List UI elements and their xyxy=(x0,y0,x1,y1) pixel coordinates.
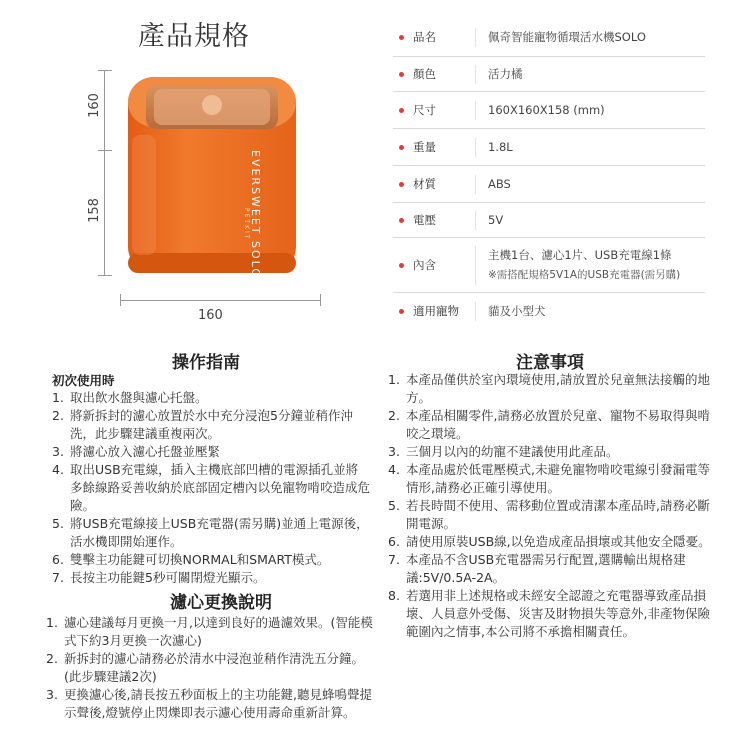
spec-row: 顏色 活力橘 xyxy=(393,57,705,92)
list-item: 6. 請使用原裝USB線,以免造成產品損壞或其他安全隱憂。 xyxy=(388,534,711,549)
operation-subtitle: 初次使用時 xyxy=(52,373,115,388)
list-item: 7. 長按主功能鍵5秒可關閉燈光顯示。 xyxy=(52,570,266,585)
list-item: 3. 更換濾心後,請長按五秒面板上的主功能鍵,聽見蜂鳴聲提示聲後,燈號停止閃爍即表示濾心使用壽命重新計算。 xyxy=(46,687,372,720)
list-item: 3. 將濾心放入濾心托盤並壓緊 xyxy=(52,444,221,459)
spec-row: 電壓 5V xyxy=(393,203,705,238)
spec-row: 尺寸 160X160X158 (mm) xyxy=(393,92,705,129)
bullet-dot xyxy=(399,145,404,150)
list-item: 7. 本產品不含USB充電器需另行配置,選購輸出規格建議:5V/0.5A-2A。 xyxy=(388,552,686,585)
list-item: 1. 取出飲水盤與濾心托盤。 xyxy=(52,390,208,405)
dimension-width: 160 xyxy=(198,308,223,323)
list-item: 2. 本產品相關零件,請務必放置於兒童、寵物不易取得與啃咬之環境。 xyxy=(388,408,710,441)
list-item: 6. 雙擊主功能鍵可切換NORMAL和SMART模式。 xyxy=(52,552,330,567)
list-item: 3. 三個月以內的幼寵不建議使用此產品。 xyxy=(388,444,619,459)
bullet-dot xyxy=(399,182,404,187)
notice-title: 注意事項 xyxy=(516,353,584,373)
water-fountain-illustration xyxy=(126,73,298,276)
list-item: 8. 若選用非上述規格或未經安全認證之充電器導致產品損壞、人員意外受傷、災害及財物損失等意外,非產物保險範圍內之情事,本公司將不承擔相關責任。 xyxy=(388,588,710,639)
dimension-depth: 158 xyxy=(86,198,102,223)
spec-row: 內含 主機1台、濾心1片、USB充電線1條 ※需搭配規格5V1A的USB充電器(需另購) xyxy=(393,238,705,293)
spec-row: 品名 佩奇智能寵物循環活水機SOLO xyxy=(393,18,705,57)
spec-row: 適用寵物 貓及小型犬 xyxy=(393,293,705,329)
list-item: 1. 濾心建議每月更換一月,以達到良好的過濾效果。(智能模式下約3月更換一次濾心) xyxy=(46,615,373,648)
bullet-dot xyxy=(399,309,404,314)
list-item: 1. 本產品僅供於室內環境使用,請放置於兒童無法接觸的地方。 xyxy=(388,372,710,405)
operation-title: 操作指南 xyxy=(172,353,240,373)
filter-list xyxy=(46,614,374,722)
bullet-dot xyxy=(399,108,404,113)
list-item: 5. 將USB充電線接上USB充電器(需另購)並通上電源後，活水機即開始運作。 xyxy=(52,516,369,549)
operation-list xyxy=(52,389,370,587)
dimension-height: 160 xyxy=(86,93,102,118)
bullet-dot xyxy=(399,35,404,40)
list-item: 4. 取出USB充電線，插入主機底部凹槽的電源插孔並將多餘線路妥善收納於底部固定槽內以免寵物啃咬造成危險。 xyxy=(52,462,371,513)
list-item: 2. 將新拆封的濾心放置於水中充分浸泡5分鐘並稍作沖洗，此步驟建議重複兩次。 xyxy=(52,408,353,441)
list-item: 2. 新拆封的濾心請務必於清水中浸泡並稍作清洗五分鐘。(此步驟建議2次) xyxy=(46,651,365,684)
bullet-dot xyxy=(399,263,404,268)
spec-table xyxy=(393,18,705,329)
product-brand-small: PETKIT xyxy=(243,208,250,241)
product-brand-text: EVERSWEET SOLO xyxy=(249,150,262,280)
bullet-dot xyxy=(399,218,404,223)
spec-title: 產品規格 xyxy=(138,21,250,52)
list-item: 4. 本產品處於低電壓模式,未避免寵物啃咬電線引發漏電等情形,請務必正確引導使用。 xyxy=(388,462,710,495)
list-item: 5. 若長時間不使用、需移動位置或清潔本產品時,請務必斷開電源。 xyxy=(388,498,710,531)
filter-title: 濾心更換說明 xyxy=(170,593,272,613)
spec-row: 材質 ABS xyxy=(393,166,705,203)
notice-list xyxy=(388,371,714,641)
spec-row: 重量 1.8L xyxy=(393,129,705,166)
bullet-dot xyxy=(399,72,404,77)
